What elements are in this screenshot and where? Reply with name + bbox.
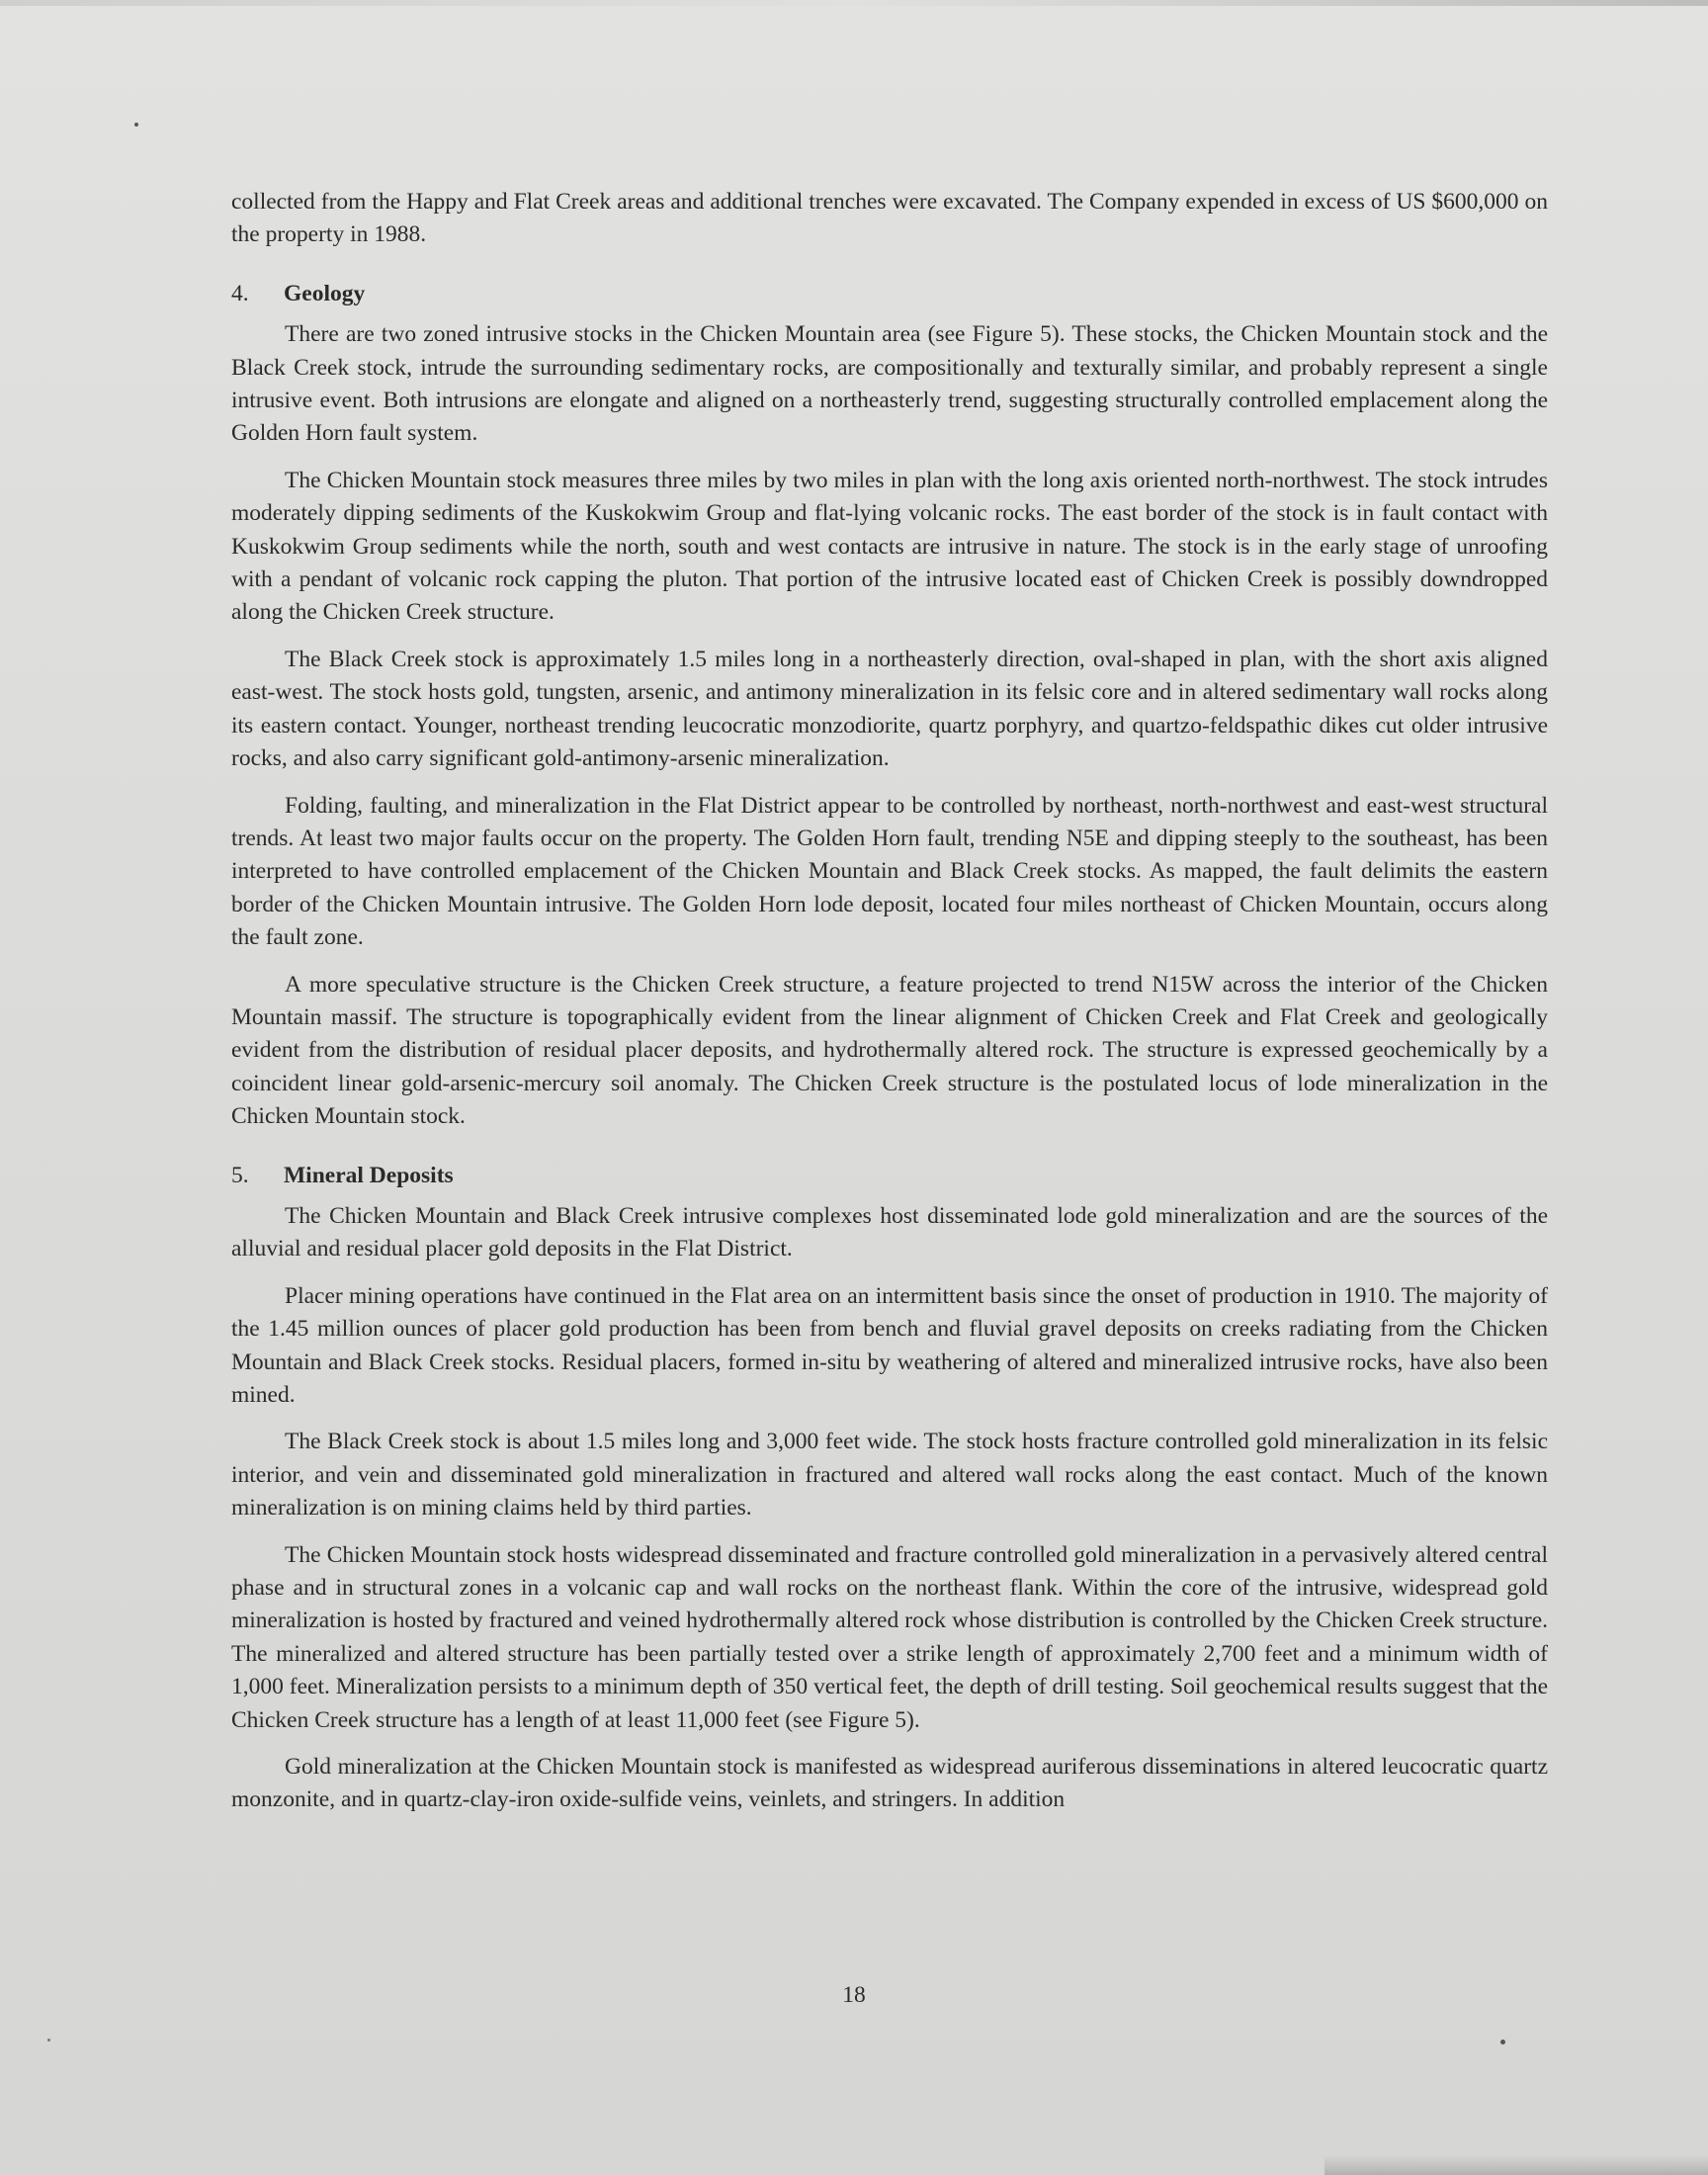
section-number: 4. xyxy=(231,280,249,306)
document-body xyxy=(231,186,1548,1817)
body-paragraph: There are two zoned intrusive stocks in the Chicken Mountain area (see Figure 5). These stocks, the Chicken Mountain stock and the Black Creek stock, intrude the surrounding sedimentary rocks, are compositionally and texturally similar, and probably represent a single intrusive event. Both intrusions are elongate and aligned on a northeasterly trend, suggesting structurally controlled emplacement along the Golden Horn fault system. xyxy=(231,321,1548,447)
scan-speck xyxy=(47,2039,50,2042)
body-paragraph: Folding, faulting, and mineralization in the Flat District appear to be controlled by northeast, north-northwest and east-west structural trends. At least two major faults occur on the property. The Golden Horn fault, trending N5E and dipping steeply to the southeast, has been interpreted to have controlled emplacement of the Chicken Mountain and Black Creek stocks. As mapped, the fault delimits the eastern border of the Chicken Mountain intrusive. The Golden Horn lode deposit, located four miles northeast of Chicken Mountain, occurs along the fault zone. xyxy=(231,792,1548,951)
section-title: Mineral Deposits xyxy=(284,1162,454,1188)
section-heading-geology xyxy=(231,278,1548,310)
scan-top-edge xyxy=(0,0,1708,6)
page-number: 18 xyxy=(842,1982,866,2008)
section-title: Geology xyxy=(284,280,366,306)
body-paragraph: Gold mineralization at the Chicken Mountain stock is manifested as widespread auriferous disseminations in altered leucocratic quartz monzonite, and in quartz-clay-iron oxide-sulfide veins, veinlets, and stringers. In addition xyxy=(231,1754,1548,1813)
body-paragraph: The Chicken Mountain and Black Creek intrusive complexes host disseminated lode gold mineralization and are the sources of the alluvial and residual placer gold deposits in the Flat District. xyxy=(231,1202,1548,1262)
intro-paragraph: collected from the Happy and Flat Creek areas and additional trenches were excavated. The Company expended in excess of US $600,000 on the property in 1988. xyxy=(231,189,1548,248)
body-paragraph: A more speculative structure is the Chicken Creek structure, a feature projected to trend N15W across the interior of the Chicken Mountain massif. The structure is topographically evident from the linear alignment of Chicken Creek and Flat Creek and geologically evident from the distribution of residual placer deposits, and hydrothermally altered rock. The structure is expressed geochemically by a coincident linear gold-arsenic-mercury soil anomaly. The Chicken Creek structure is the postulated locus of lode mineralization in the Chicken Mountain stock. xyxy=(231,971,1548,1130)
scan-bottom-edge xyxy=(1324,2155,1708,2175)
section-heading-mineral-deposits xyxy=(231,1160,1548,1192)
body-paragraph: The Black Creek stock is approximately 1.5 miles long in a northeasterly direction, oval-shaped in plan, with the short axis aligned east-west. The stock hosts gold, tungsten, arsenic, and antimony mineralization in its felsic core and in altered sedimentary wall rocks along its eastern contact. Younger, northeast trending leucocratic monzodiorite, quartz porphyry, and quartzo-feldspathic dikes cut older intrusive rocks, and also carry significant gold-antimony-arsenic mineralization. xyxy=(231,646,1548,772)
body-paragraph: Placer mining operations have continued in the Flat area on an intermittent basis since the onset of production in 1910. The majority of the 1.45 million ounces of placer gold production has been from bench and fluvial gravel deposits on creeks radiating from the Chicken Mountain and Black Creek stocks. Residual placers, formed in-situ by weathering of altered and mineralized intrusive rocks, have also been mined. xyxy=(231,1282,1548,1408)
section-number: 5. xyxy=(231,1162,249,1188)
body-paragraph: The Black Creek stock is about 1.5 miles long and 3,000 feet wide. The stock hosts fracture controlled gold mineralization in its felsic interior, and vein and disseminated gold mineralization in fractured and altered wall rocks along the east contact. Much of the known mineralization is on mining claims held by third parties. xyxy=(231,1429,1548,1522)
body-paragraph: The Chicken Mountain stock hosts widespread disseminated and fracture controlled gold mineralization in a pervasively altered central phase and in structural zones in a volcanic cap and wall rocks on the northeast flank. Within the core of the intrusive, widespread gold mineralization is hosted by fractured and veined hydrothermally altered rock whose distribution is controlled by the Chicken Creek structure. The mineralized and altered structure has been partially tested over a strike length of approximately 2,700 feet and a minimum width of 1,000 feet. Mineralization persists to a minimum depth of 350 vertical feet, the depth of drill testing. Soil geochemical results suggest that the Chicken Creek structure has a length of at least 11,000 feet (see Figure 5). xyxy=(231,1541,1548,1733)
scan-speck xyxy=(134,123,138,127)
scan-speck xyxy=(1500,2040,1505,2044)
body-paragraph: The Chicken Mountain stock measures three miles by two miles in plan with the long axis oriented north-northwest. The stock intrudes moderately dipping sediments of the Kuskokwim Group and flat-lying volcanic rocks. The east border of the stock is in fault contact with Kuskokwim Group sediments while the north, south and west contacts are intrusive in nature. The stock is in the early stage of unroofing with a pendant of volcanic rock capping the pluton. That portion of the intrusive located east of Chicken Creek is possibly downdropped along the Chicken Creek structure. xyxy=(231,467,1548,626)
